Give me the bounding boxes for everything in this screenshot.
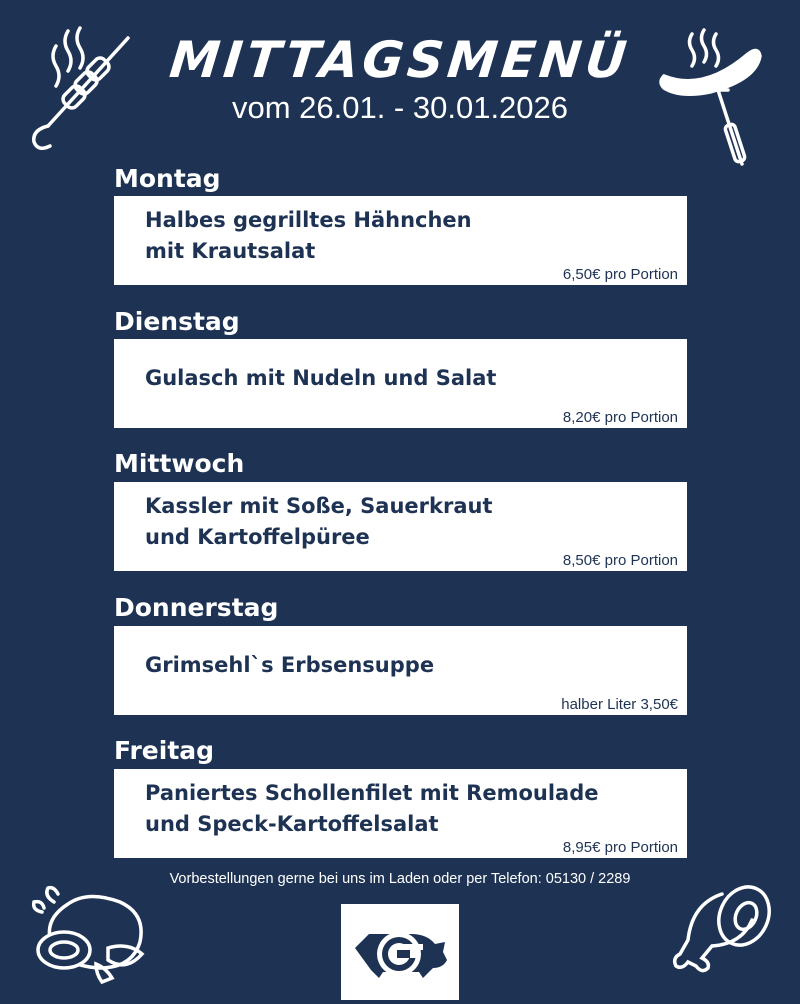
price-text: 8,20€ pro Portion <box>562 409 678 426</box>
dish-text: Grimsehl`s Erbsensuppe <box>145 653 435 677</box>
menu-card-dienstag <box>114 339 687 428</box>
logo <box>341 904 459 1000</box>
price-text: 8,95€ pro Portion <box>562 839 678 856</box>
date-range: vom 26.01. - 30.01.2026 <box>231 90 569 125</box>
meat-platter-icon <box>28 884 152 984</box>
menu-card-donnerstag <box>114 626 687 715</box>
page-title: MITTAGSMENÜ <box>166 31 634 89</box>
price-text: 8,50€ pro Portion <box>562 552 678 569</box>
menu-card-freitag <box>114 769 687 858</box>
day-label-mittwoch: Mittwoch <box>114 449 245 478</box>
day-label-dienstag: Dienstag <box>114 307 240 336</box>
dish-text: Kassler mit Soße, Sauerkraut und Kartoffelpüree <box>145 493 493 549</box>
dish-text: Gulasch mit Nudeln und Salat <box>145 366 497 390</box>
dish-text: Halbes gegrilltes Hähnchen mit Krautsalat <box>145 207 472 263</box>
ham-icon <box>668 882 780 982</box>
butcher-logo-icon <box>341 904 459 1000</box>
preorder-note: Vorbestellungen gerne bei uns im Laden oder per Telefon: 05130 / 2289 <box>169 871 631 887</box>
price-text: halber Liter 3,50€ <box>561 696 678 713</box>
day-label-montag: Montag <box>114 164 221 193</box>
day-label-freitag: Freitag <box>114 736 215 765</box>
dish-text: Paniertes Schollenfilet mit Remoulade und Speck-Kartoffelsalat <box>145 780 599 836</box>
price-text: 6,50€ pro Portion <box>562 266 678 283</box>
menu-card-mittwoch <box>114 482 687 571</box>
day-label-donnerstag: Donnerstag <box>114 593 279 622</box>
menu-card-montag <box>114 196 687 285</box>
